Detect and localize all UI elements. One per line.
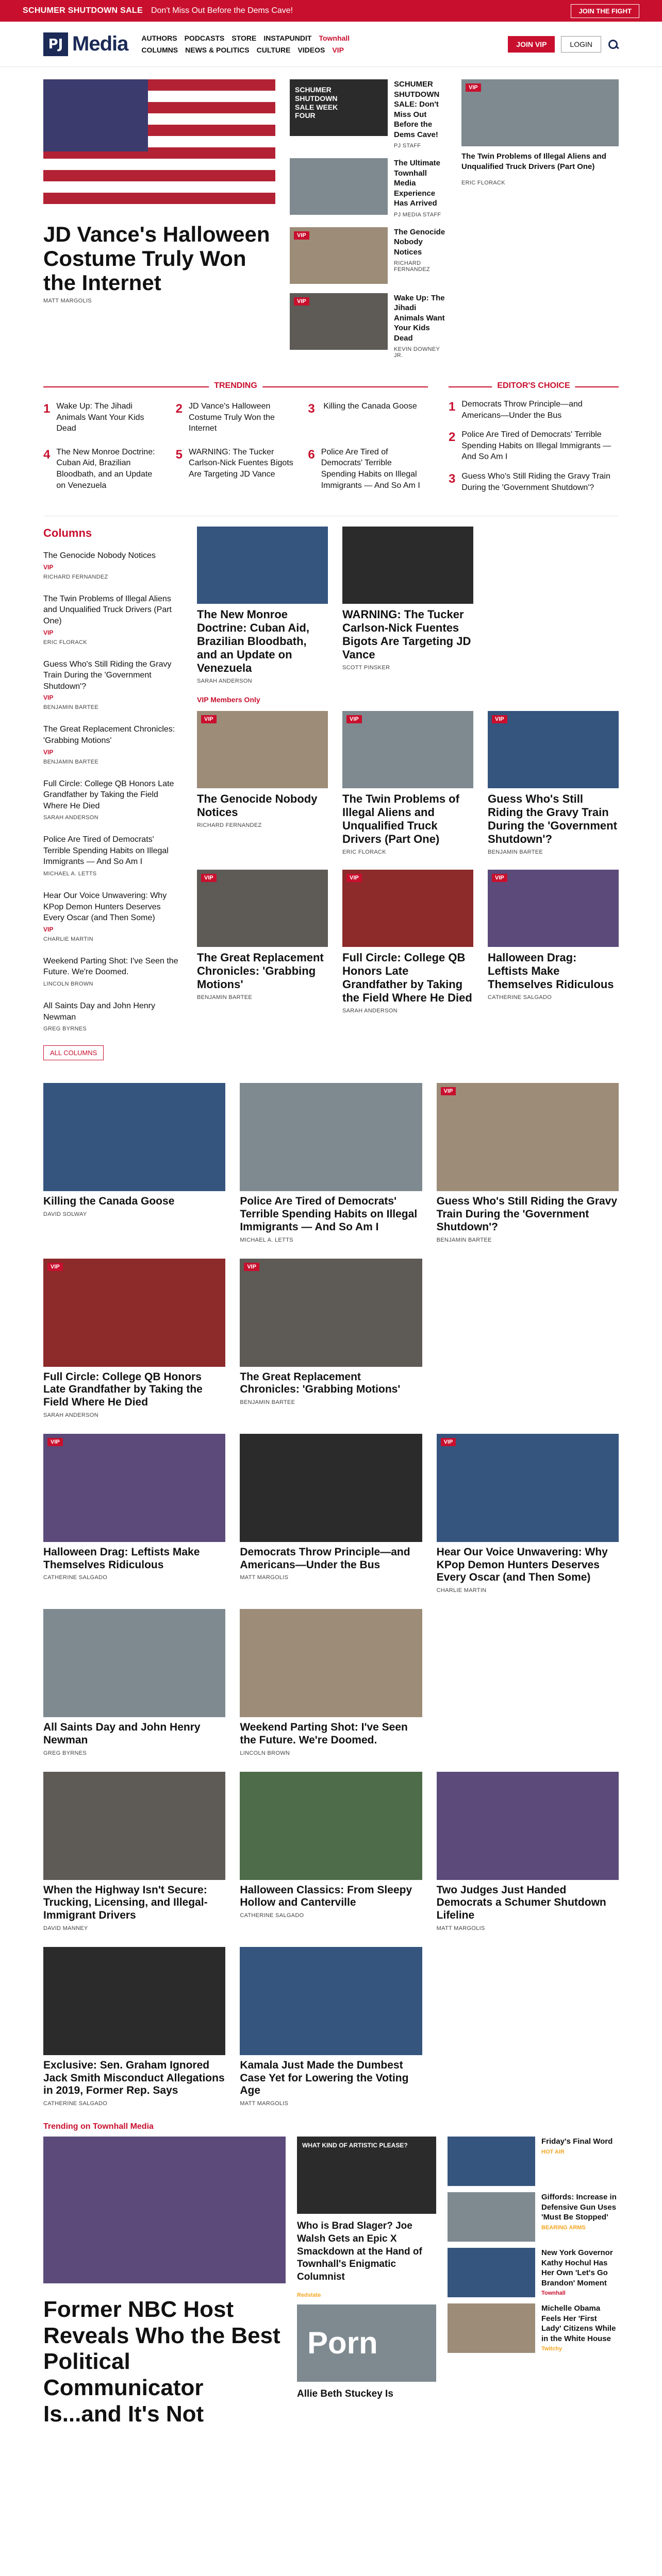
card-title[interactable]: Halloween Drag: Leftists Make Themselves Ridiculous [488,951,614,991]
card-author[interactable]: LINCOLN BROWN [240,1750,290,1756]
article-card[interactable] [240,1259,422,1418]
card-title[interactable]: Two Judges Just Handed Democrats a Schumer Shutdown Lifeline [436,1884,606,1922]
column-card[interactable] [342,527,473,684]
column-card[interactable] [197,527,328,684]
article-card[interactable] [43,1947,225,2107]
promo-bar[interactable] [0,0,662,22]
column-item[interactable] [43,774,183,831]
members-vip: VIP [197,695,209,704]
column-title[interactable]: Guess Who's Still Riding the Gravy Train During the 'Government Shutdown'? [43,659,172,691]
townhall-item-image[interactable] [448,2303,535,2353]
mini-author[interactable]: PJ MEDIA STAFF [394,211,441,218]
card-image[interactable] [342,527,473,604]
card-author[interactable]: CATHERINE SALGADO [43,2100,108,2107]
article-card[interactable] [43,1083,225,1243]
card-image[interactable] [197,711,328,788]
editors-num: 1 [449,400,456,414]
townhall-main-title[interactable]: Former NBC Host Reveals Who the Best Political Communicator Is...and It's Not [43,2297,280,2427]
card-image[interactable] [240,1083,422,1191]
vip-card[interactable] [488,870,619,1014]
townhall-mid-image-2[interactable] [297,2304,436,2382]
card-image[interactable] [488,711,619,788]
editors-title[interactable]: Guess Who's Still Riding the Gravy Train During the 'Government Shutdown'? [461,471,610,492]
townhall-item-title[interactable]: Michelle Obama Feels Her 'First Lady' Citizens While in the White House [541,2304,616,2343]
vip-badge: VIP [492,715,507,723]
hero-mini-card[interactable] [290,158,447,218]
card-author[interactable]: MATT MARGOLIS [436,1925,485,1931]
card-title[interactable]: The New Monroe Doctrine: Cuban Aid, Brazilian Bloodbath, and an Update on Venezuela [197,608,309,674]
column-item[interactable] [43,996,183,1041]
article-card[interactable] [240,1083,422,1243]
trending-item[interactable] [176,401,296,434]
hero-title[interactable]: JD Vance's Halloween Costume Truly Won the Internet [43,222,270,295]
card-image[interactable] [437,1434,619,1542]
card-image[interactable] [43,1083,225,1191]
logo-mark: PJ [43,32,68,56]
vip-badge: VIP [441,1087,456,1095]
card-title[interactable]: Police Are Tired of Democrats' Terrible Spending Habits on Illegal Immigrants — And So Am I [240,1195,418,1233]
column-title[interactable]: The Genocide Nobody Notices [43,551,156,561]
nav-columns[interactable]: COLUMNS [141,46,178,54]
editors-num: 2 [449,430,456,445]
editors-num: 3 [449,471,456,486]
townhall-item-title[interactable]: Giffords: Increase in Defensive Gun Uses 'Must Be Stopped' [541,2193,617,2222]
card-author[interactable]: DAVID SOLWAY [43,1211,87,1217]
article-card[interactable] [43,1609,225,1756]
card-author[interactable]: MATT MARGOLIS [240,1574,289,1581]
vip-tag: VIP [43,748,54,756]
article-card[interactable] [43,1434,225,1594]
column-author[interactable]: BENJAMIN BARTEE [43,704,98,711]
townhall-section [0,2137,662,2427]
card-author[interactable]: BENJAMIN BARTEE [197,994,252,1001]
promo-cta-button[interactable]: JOIN THE FIGHT [571,4,639,18]
column-author[interactable]: SARAH ANDERSON [43,815,98,821]
vip-badge: VIP [47,1438,63,1446]
card-author[interactable]: BENJAMIN BARTEE [436,1236,492,1243]
stack-title[interactable]: The Twin Problems of Illegal Aliens and Unqualified Truck Drivers (Part One) [461,152,606,171]
card-author[interactable]: BENJAMIN BARTEE [240,1399,295,1406]
hero-mini-card[interactable] [290,293,447,359]
trending-item[interactable] [43,447,163,491]
trending-num: 1 [43,402,51,416]
nav-videos[interactable]: VIDEOS [297,46,325,54]
card-author[interactable]: ERIC FLORACK [342,849,386,855]
column-item[interactable] [43,655,183,720]
vip-badge: VIP [244,1263,259,1271]
stack-author[interactable]: ERIC FLORACK [461,180,505,186]
card-title[interactable]: The Great Replacement Chronicles: 'Grabbing Motions' [197,951,324,991]
editors-choice [449,381,619,493]
trending-label: TRENDING [209,381,262,391]
townhall-mid-title[interactable]: Who is Brad Slager? Joe Walsh Gets an Epic X Smackdown at the Hand of Townhall's Enigmatic Columnist [297,2221,422,2282]
card-author[interactable]: MICHAEL A. LETTS [240,1236,293,1243]
card-title[interactable]: Hear Our Voice Unwavering: Why KPop Demon Hunters Deserves Every Oscar (and Then Some) [436,1546,608,1584]
hero-mini-card[interactable] [290,227,447,284]
card-title[interactable]: Full Circle: College QB Honors Late Grandfather by Taking the Field Where He Died [43,1370,203,1409]
latest-articles-section [0,1060,662,2107]
article-card[interactable] [437,1083,619,1243]
hero-image[interactable] [43,79,275,211]
editors-title[interactable]: Democrats Throw Principle—and Americans—Under the Bus [461,400,583,420]
card-author[interactable]: CHARLIE MARTIN [436,1587,487,1594]
editors-title[interactable]: Police Are Tired of Democrats' Terrible Spending Habits on Illegal Immigrants — And So Am I [461,430,611,462]
article-card[interactable] [240,1947,422,2107]
townhall-item[interactable] [448,2248,619,2297]
card-image[interactable] [240,1947,422,2055]
vip-card[interactable] [197,711,328,855]
column-item[interactable] [43,830,183,886]
card-title[interactable]: Halloween Drag: Leftists Make Themselves Ridiculous [43,1546,200,1571]
column-title[interactable]: The Twin Problems of Illegal Aliens and Unqualified Truck Drivers (Part One) [43,594,172,625]
nav-news-politics[interactable]: NEWS & POLITICS [185,46,250,54]
card-image[interactable] [240,1772,422,1880]
trending-item[interactable] [308,447,428,491]
mini-author[interactable]: KEVIN DOWNEY JR. [394,346,440,359]
card-title[interactable]: Guess Who's Still Riding the Gravy Train During the 'Government Shutdown'? [488,792,617,845]
column-author[interactable]: CHARLIE MARTIN [43,936,93,942]
article-card[interactable] [240,1609,422,1756]
card-title[interactable]: Kamala Just Made the Dumbest Case Yet for Lowering the Voting Age [240,2059,409,2097]
trending-item[interactable] [43,401,163,434]
card-title[interactable]: When the Highway Isn't Secure: Trucking, Licensing, and Illegal-Immigrant Drivers [43,1884,208,1922]
nav-culture[interactable]: CULTURE [256,46,291,54]
promo-bold: SCHUMER SHUTDOWN SALE [23,6,143,15]
column-author[interactable]: BENJAMIN BARTEE [43,758,98,765]
card-author[interactable]: SARAH ANDERSON [342,1007,398,1014]
promo-text: Don't Miss Out Before the Dems Cave! [151,6,293,15]
column-author[interactable]: ERIC FLORACK [43,639,87,646]
members-text: Members Only [210,695,260,704]
townhall-item-image[interactable] [448,2137,535,2186]
card-title[interactable]: Democrats Throw Principle—and Americans—Under the Bus [240,1546,410,1571]
editors-label: EDITOR'S CHOICE [492,381,575,391]
trending-title[interactable]: WARNING: The Tucker Carlson-Nick Fuentes Bigots Are Targeting JD Vance [189,447,293,479]
column-title[interactable]: Police Are Tired of Democrats' Terrible Spending Habits on Illegal Immigrants — And So Am I [43,835,169,867]
hero-article[interactable] [43,79,275,359]
card-author[interactable]: SCOTT PINSKER [342,664,390,671]
card-image[interactable] [43,1609,225,1717]
column-author[interactable]: LINCOLN BROWN [43,981,93,988]
nav-store[interactable]: STORE [231,34,257,42]
mini-image[interactable] [290,79,388,136]
vip-badge: VIP [346,874,362,882]
mini-title[interactable]: The Ultimate Townhall Media Experience Has Arrived [394,159,441,208]
townhall-item[interactable] [448,2137,619,2186]
column-item[interactable] [43,886,183,952]
mini-image[interactable] [290,158,388,215]
trending-section [0,374,662,505]
vip-card[interactable] [197,870,328,1014]
card-image[interactable] [488,870,619,947]
mini-image[interactable] [290,293,388,350]
mini-title[interactable]: SCHUMER SHUTDOWN SALE: Don't Miss Out Before the Dems Cave! [394,80,440,139]
trending-item[interactable] [176,447,296,491]
card-author[interactable]: CATHERINE SALGADO [240,1912,304,1919]
trending-title[interactable]: Wake Up: The Jihadi Animals Want Your Kids Dead [56,402,144,433]
vip-card[interactable] [342,711,473,855]
column-title[interactable]: All Saints Day and John Henry Newman [43,1002,155,1022]
card-title[interactable]: The Great Replacement Chronicles: 'Grabbing Motions' [240,1370,401,1396]
card-author[interactable]: SARAH ANDERSON [197,677,252,684]
editors-item[interactable] [449,429,619,463]
stack-image[interactable] [461,79,619,146]
mini-title[interactable]: The Genocide Nobody Notices [394,227,445,257]
trending-item[interactable] [308,401,428,434]
vip-card[interactable] [342,870,473,1014]
card-image[interactable] [43,1259,225,1367]
trending-num: 4 [43,447,51,462]
vip-badge: VIP [294,297,309,306]
card-image[interactable] [43,1947,225,2055]
card-image[interactable] [342,711,473,788]
card-image[interactable] [437,1772,619,1880]
column-author[interactable]: GREG BYRNES [43,1026,87,1032]
card-image[interactable] [43,1772,225,1880]
hero-section [0,67,662,359]
column-title[interactable]: Full Circle: College QB Honors Late Grandfather by Taking the Field Where He Died [43,779,174,810]
trending-title[interactable]: JD Vance's Halloween Costume Truly Won the Internet [189,402,275,433]
columns-section [0,527,662,1060]
article-card[interactable] [240,1772,422,1931]
vip-badge: VIP [466,83,481,92]
nav-instapundit[interactable]: INSTAPUNDIT [263,34,312,42]
townhall-item-title[interactable]: Friday's Final Word [541,2137,613,2146]
trending-num: 3 [308,402,315,416]
mini-author[interactable]: PJ STAFF [394,143,421,149]
editors-item[interactable] [449,399,619,421]
column-title[interactable]: Weekend Parting Shot: I've Seen the Future. We're Doomed. [43,956,178,977]
vip-tag: VIP [43,629,54,636]
column-author[interactable]: MICHAEL A. LETTS [43,871,97,877]
mini-title[interactable]: Wake Up: The Jihadi Animals Want Your Kids Dead [394,293,445,343]
nav-authors[interactable]: AUTHORS [141,34,177,42]
column-item[interactable] [43,952,183,996]
vip-tag: VIP [43,925,54,933]
card-title[interactable]: WARNING: The Tucker Carlson-Nick Fuentes Bigots Are Targeting JD Vance [342,608,471,662]
card-image[interactable] [197,527,328,604]
card-author[interactable]: MATT MARGOLIS [240,2100,289,2107]
join-vip-button[interactable]: JOIN VIP [508,36,555,53]
townhall-item[interactable] [448,2303,619,2353]
trending-title[interactable]: The New Monroe Doctrine: Cuban Aid, Brazilian Bloodbath, and an Update on Venezuela [56,447,155,490]
vip-badge: VIP [441,1438,456,1446]
trending-num: 6 [308,447,315,462]
search-icon[interactable] [607,39,619,50]
trending-title[interactable]: Police Are Tired of Democrats' Terrible Spending Habits on Illegal Immigrants — And So Am I [321,447,420,490]
card-title[interactable]: Weekend Parting Shot: I've Seen the Future. We're Doomed. [240,1721,408,1746]
vip-badge: VIP [201,874,217,882]
trending-num: 5 [175,447,183,462]
card-author[interactable]: DAVID MANNEY [43,1925,88,1931]
mid-image-text-2: Porn [307,2325,378,2360]
card-image[interactable] [342,870,473,947]
nav-townhall[interactable]: Townhall [319,34,350,42]
article-card[interactable] [43,1772,225,1931]
editors-item[interactable] [449,471,619,493]
townhall-main-card[interactable] [43,2137,286,2427]
townhall-mid-title-2[interactable]: Allie Beth Stuckey Is [297,2388,393,2399]
vip-badge: VIP [294,231,309,240]
townhall-mid-image[interactable] [297,2137,436,2214]
vip-tag: VIP [43,694,54,702]
empty-slot [437,1609,619,1756]
article-card[interactable] [240,1434,422,1594]
card-author[interactable]: RICHARD FERNANDEZ [197,822,262,828]
mini-image-text: SCHUMER SHUTDOWN SALE WEEK FOUR [295,86,338,120]
vip-badge: VIP [492,874,507,882]
members-only-label [197,696,619,704]
card-image[interactable] [240,1434,422,1542]
card-author[interactable]: BENJAMIN BARTEE [488,849,543,855]
column-item[interactable] [43,546,183,589]
townhall-mid-source[interactable]: Redstate [297,2292,321,2298]
townhall-item-image[interactable] [448,2192,535,2242]
townhall-item-source[interactable]: HOT AIR [541,2148,565,2155]
mid-image-text: WHAT KIND OF ARTISTIC PLEASE? [302,2142,408,2149]
vip-card[interactable] [488,711,619,855]
all-columns-button[interactable]: ALL COLUMNS [43,1045,104,1060]
vip-badge: VIP [47,1263,63,1271]
hero-mini-card[interactable] [290,79,447,149]
article-card[interactable] [437,1772,619,1931]
card-title[interactable]: Guess Who's Still Riding the Gravy Train During the 'Government Shutdown'? [436,1195,618,1233]
card-author[interactable]: CATHERINE SALGADO [43,1574,108,1581]
townhall-item-source[interactable]: Twitchy [541,2346,562,2352]
card-title[interactable]: All Saints Day and John Henry Newman [43,1721,201,1746]
trending-title[interactable]: Killing the Canada Goose [323,402,417,411]
main-nav [141,34,350,54]
mini-author[interactable]: RICHARD FERNANDEZ [394,260,430,273]
nav-podcasts[interactable]: PODCASTS [184,34,225,42]
townhall-main-image[interactable] [43,2137,286,2283]
card-author[interactable]: SARAH ANDERSON [43,1412,98,1418]
card-title[interactable]: The Twin Problems of Illegal Aliens and Unqualified Truck Drivers (Part One) [342,792,459,845]
mini-image[interactable] [290,227,388,284]
townhall-item[interactable] [448,2192,619,2242]
townhall-item-image[interactable] [448,2248,535,2297]
columns-heading[interactable]: Columns [43,527,92,540]
article-card[interactable] [43,1259,225,1418]
card-title[interactable]: Full Circle: College QB Honors Late Grandfather by Taking the Field Where He Died [342,951,472,1004]
site-header [0,22,662,67]
article-card[interactable] [437,1434,619,1594]
townhall-item-source[interactable]: Townhall [541,2290,566,2297]
card-image[interactable] [437,1083,619,1191]
trending-num: 2 [175,402,183,416]
login-button[interactable]: LOGIN [561,36,601,53]
empty-slot [437,1259,619,1418]
column-item[interactable] [43,720,183,774]
hero-author[interactable]: MATT MARGOLIS [43,298,92,304]
nav-vip[interactable]: VIP [332,46,344,54]
townhall-item-source[interactable]: BEARING ARMS [541,2224,586,2231]
card-title[interactable]: Halloween Classics: From Sleepy Hollow and Canterville [240,1884,412,1909]
card-title[interactable]: Exclusive: Sen. Graham Ignored Jack Smith Misconduct Allegations in 2019, Former Rep. Says [43,2059,225,2097]
card-title[interactable]: The Genocide Nobody Notices [197,792,318,819]
card-image[interactable] [240,1259,422,1367]
column-title[interactable]: The Great Replacement Chronicles: 'Grabbing Motions' [43,725,175,745]
column-item[interactable] [43,589,183,655]
column-author[interactable]: RICHARD FERNANDEZ [43,573,108,580]
card-image[interactable] [43,1434,225,1542]
card-author[interactable]: CATHERINE SALGADO [488,994,552,1001]
card-author[interactable]: GREG BYRNES [43,1750,87,1756]
townhall-label: Trending on Townhall Media [43,2122,154,2131]
site-logo[interactable] [43,32,128,56]
logo-text: Media [72,32,128,55]
column-title[interactable]: Hear Our Voice Unwavering: Why KPop Demon Hunters Deserves Every Oscar (and Then Some) [43,891,167,923]
vip-badge: VIP [346,715,362,723]
vip-tag: VIP [43,563,54,571]
hero-stack-card[interactable] [461,79,619,359]
card-image[interactable] [240,1609,422,1717]
card-image[interactable] [197,870,328,947]
columns-list [43,527,183,1060]
townhall-item-title[interactable]: New York Governor Kathy Hochul Has Her Own 'Let's Go Brandon' Moment [541,2248,613,2287]
card-title[interactable]: Killing the Canada Goose [43,1195,175,1208]
vip-badge: VIP [201,715,217,723]
